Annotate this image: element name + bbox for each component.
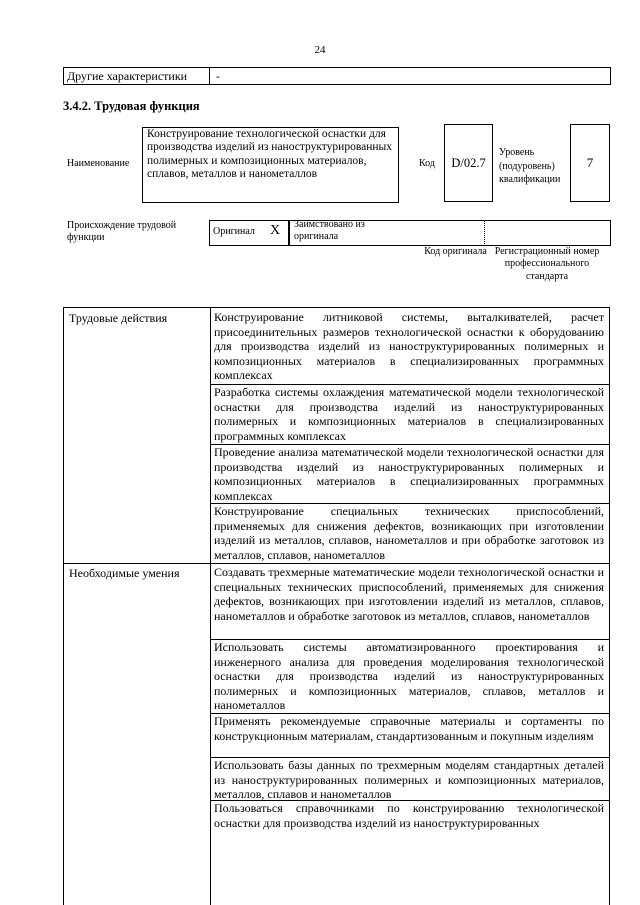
name-label: Наименование xyxy=(67,158,130,169)
page-number: 24 xyxy=(314,44,326,56)
column-divider xyxy=(210,308,211,905)
code-label: Код xyxy=(419,158,435,169)
section-title: 3.4.2. Трудовая функция xyxy=(63,99,200,113)
section-divider xyxy=(64,563,610,564)
skill-item: Использовать системы автоматизированного проектирования и инженерного анализа для проведения моделирования технологической оснастки для производства изделий из наноструктурированных полимерных и композиционных материалов, сплавов, металлов и нанометаллов xyxy=(214,640,604,713)
labor-action-item: Конструирование литниковой системы, выталкивателей, расчет присоединительных размеров технологической оснастки к оборудованию для производства изделий из наноструктурированных полимерных и композиционных материалов в специализированных программных комплексах xyxy=(214,310,604,383)
skill-item: Пользоваться справочниками по конструированию технологической оснастки для производства изделий из наноструктурированных xyxy=(214,801,604,830)
original-label: Оригинал xyxy=(213,226,255,237)
other-characteristics-label: Другие характеристики xyxy=(67,69,188,83)
other-characteristics-divider xyxy=(209,68,210,84)
original-mark: X xyxy=(270,223,281,238)
function-code-box: D/02.7 xyxy=(444,124,493,202)
skill-item: Создавать трехмерные математические модели технологической оснастки и специальных технических приспособлений, применяемых для снижения дефектов, возникающих при изготовлении изделий из металлов, сплавов, нанометаллов и обработке заготовок из металлов, сплавов, нанометаллов xyxy=(214,565,604,623)
other-characteristics-value: - xyxy=(216,69,220,83)
required-skills-label: Необходимые умения xyxy=(69,566,180,580)
labor-action-item: Проведение анализа математической модели технологической оснастки для производства изделий из наноструктурированных полимерных и композиционных материалов в специализированных программных комплексах xyxy=(214,445,604,503)
labor-action-item: Конструирование специальных технических приспособлений, применяемых для снижения дефектов, возникающих при изготовлении изделий из металлов, сплавов, нанометаллов и при обработке заготовок из металлов, сплавов, нанометаллов xyxy=(214,504,604,562)
function-name-box: Конструирование технологической оснастки для производства изделий из наноструктурированных полимерных и композиционных материалов, сплавов, металлов и нанометаллов xyxy=(142,127,399,203)
skill-item: Применять рекомендуемые справочные материалы и сортаменты по конструкционным материалам, стандартизованным и покупным изделиям xyxy=(214,714,604,743)
other-characteristics-row xyxy=(63,67,611,85)
qualification-level-box: 7 xyxy=(570,124,610,202)
qualification-level-label: Уровень (подуровень) квалификации xyxy=(499,147,561,185)
labor-action-item: Разработка системы охлаждения математической модели технологической оснастки для производства изделий из наноструктурированных полимерных и композиционных материалов в специализированных программных комплексах xyxy=(214,385,604,443)
labor-actions-label: Трудовые действия xyxy=(69,311,168,325)
skill-item: Использовать базы данных по трехмерным моделям стандартных деталей из наноструктурированных полимерных и композиционных материалов, металлов, сплавов и нанометаллов xyxy=(214,758,604,802)
borrowed-label: Заимствовано из оригинала xyxy=(294,219,365,242)
function-details-table xyxy=(63,307,610,905)
registration-number-caption: Регистрационный номер профессионального стандарта xyxy=(494,246,600,282)
origin-label: Происхождение трудовой функции xyxy=(67,220,177,243)
code-original-caption: Код оригинала xyxy=(424,246,487,257)
registration-cell xyxy=(484,220,611,246)
